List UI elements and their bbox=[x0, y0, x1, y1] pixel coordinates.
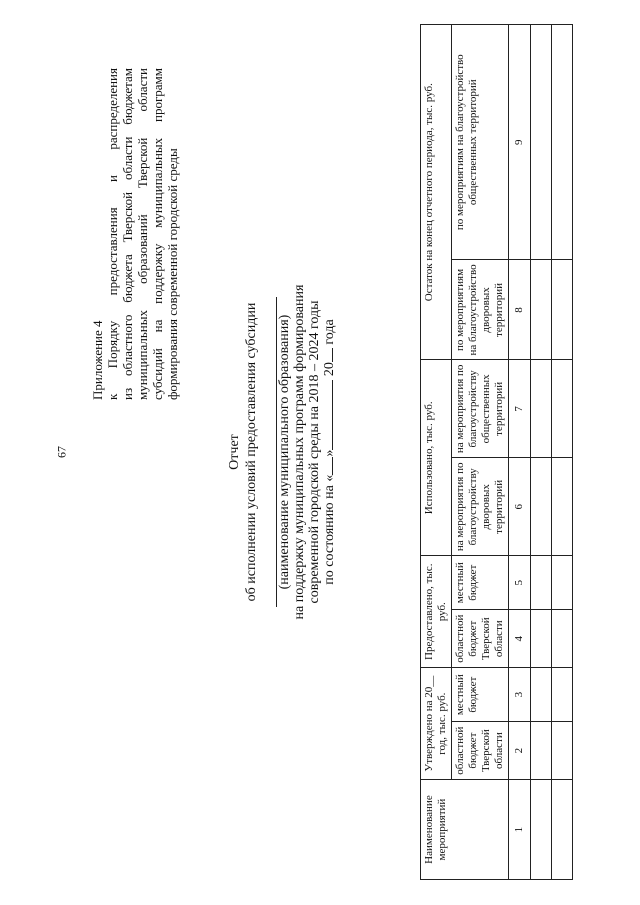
report-table bbox=[420, 24, 573, 880]
program-line: на поддержку муниципальных программ формирования bbox=[292, 284, 307, 620]
column-number: 9 bbox=[509, 25, 531, 260]
column-number: 5 bbox=[509, 556, 531, 610]
program-line: современной городской среды на 2018 – 2024 годы bbox=[307, 300, 322, 604]
municipality-caption: (наименование муниципального образования) bbox=[277, 314, 292, 590]
subheader-rem-public: по мероприятиям на благоустройство общественных территорий bbox=[452, 25, 509, 260]
subheader-regional: областной бюджет Тверской области bbox=[452, 610, 509, 668]
page-number: 67 bbox=[54, 446, 69, 458]
header-used: Использовано, тыс. руб. bbox=[421, 360, 452, 556]
month-blank bbox=[332, 380, 333, 450]
subheader-yard: на мероприятия по благоустройству дворовых территорий bbox=[452, 458, 509, 556]
column-number: 2 bbox=[509, 722, 531, 780]
appendix-line: субсидий на поддержку муниципальных программ bbox=[150, 68, 165, 400]
appendix-line: Приложение 4 bbox=[90, 320, 105, 400]
table-row bbox=[552, 25, 573, 880]
subheader-regional: областной бюджет Тверской области bbox=[452, 722, 509, 780]
appendix-line: муниципальных образований Тверской области bbox=[135, 68, 150, 400]
subheader-public: на мероприятия по благоустройству общественных территорий bbox=[452, 360, 509, 458]
date-line: по состоянию на «» 20 года bbox=[322, 319, 337, 585]
subheader-rem-yard: по мероприятиям на благоустройство дворовых территорий bbox=[452, 260, 509, 360]
title-line: Отчет bbox=[227, 434, 242, 470]
column-numbers-row bbox=[509, 25, 531, 880]
subheader-local: местный бюджет bbox=[452, 668, 509, 722]
day-blank bbox=[332, 457, 333, 475]
column-number: 6 bbox=[509, 458, 531, 556]
landscape-sheet bbox=[80, 12, 640, 892]
appendix-line: формирования современной городской среды bbox=[165, 148, 180, 400]
column-number: 3 bbox=[509, 668, 531, 722]
column-number: 7 bbox=[509, 360, 531, 458]
appendix-header bbox=[90, 68, 180, 400]
header-remainder: Остаток на конец отчетного периода, тыс. руб. bbox=[421, 25, 452, 360]
header-provided: Предоставлено, тыс. руб. bbox=[421, 556, 452, 668]
header-approved: Утверждено на 20__ год, тыс. руб. bbox=[421, 668, 452, 780]
appendix-line: из областного бюджета Тверской области бюджетам bbox=[120, 68, 135, 400]
appendix-line: к Порядку предоставления и распределения bbox=[105, 68, 120, 400]
header-name: Наименование мероприятий bbox=[421, 780, 509, 880]
subheader-local: местный бюджет bbox=[452, 556, 509, 610]
table-row bbox=[531, 25, 552, 880]
report-title bbox=[226, 12, 260, 892]
title-line: об исполнении условий предоставления субсидии bbox=[244, 302, 259, 602]
column-number: 1 bbox=[509, 780, 531, 880]
municipality-block bbox=[276, 12, 337, 892]
year-blank bbox=[332, 348, 333, 362]
column-number: 4 bbox=[509, 610, 531, 668]
column-number: 8 bbox=[509, 260, 531, 360]
